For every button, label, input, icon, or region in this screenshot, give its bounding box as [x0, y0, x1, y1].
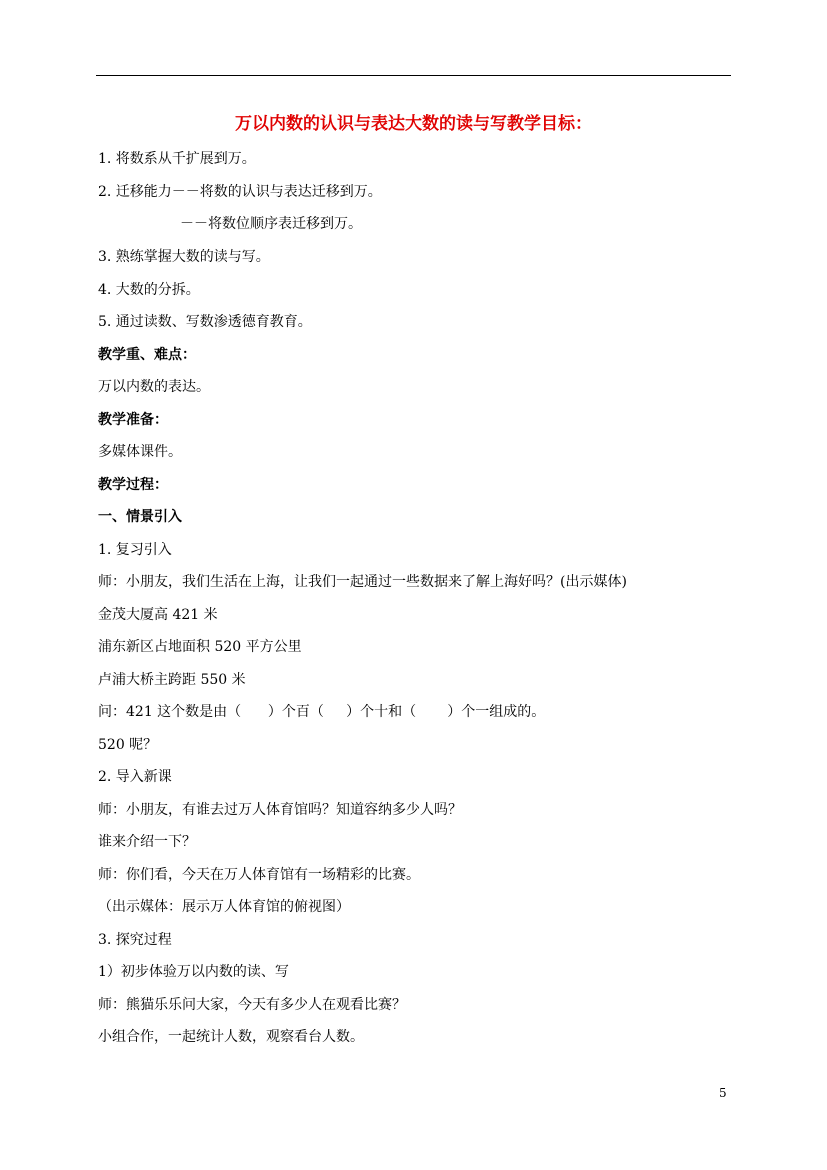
- key-points-text: 万以内数的表达。: [98, 379, 210, 395]
- preparation-text: 多媒体课件。: [98, 444, 182, 460]
- step-1-heading: 1. 复习引入: [98, 542, 172, 558]
- objective-4: 4. 大数的分拆。: [98, 282, 200, 298]
- data-line-3: 卢浦大桥主跨距 550 米: [98, 672, 246, 688]
- header-rule: [96, 75, 731, 76]
- teacher-line-1: 师：小朋友，我们生活在上海，让我们一起通过一些数据来了解上海好吗？(出示媒体): [98, 574, 627, 590]
- question-line-1: 问：421 这个数是由（ ）个百（ ）个十和（ ）个一组成的。: [98, 704, 546, 720]
- objective-1: 1. 将数系从千扩展到万。: [98, 151, 256, 167]
- media-note: （出示媒体：展示万人体育馆的俯视图）: [98, 899, 350, 915]
- question-line-3: 谁来介绍一下？: [98, 834, 196, 850]
- section-1-heading: 一、情景引入: [98, 509, 182, 525]
- process-heading: 教学过程：: [98, 477, 168, 493]
- question-line-2: 520 呢？: [98, 737, 158, 753]
- page-number: 5: [719, 1086, 727, 1100]
- teacher-line-4: 师：熊猫乐乐问大家，今天有多少人在观看比赛？: [98, 997, 406, 1013]
- teacher-line-3: 师：你们看，今天在万人体育馆有一场精彩的比赛。: [98, 867, 420, 883]
- step-3-heading: 3. 探究过程: [98, 932, 172, 948]
- objective-3: 3. 熟练掌握大数的读与写。: [98, 249, 270, 265]
- data-line-2: 浦东新区占地面积 520 平方公里: [98, 639, 302, 655]
- substep-1-heading: 1）初步体验万以内数的读、写: [98, 964, 289, 980]
- step-2-heading: 2. 导入新课: [98, 769, 172, 785]
- data-line-1: 金茂大厦高 421 米: [98, 607, 218, 623]
- objective-2: 2. 迁移能力－－将数的认识与表达迁移到万。: [98, 184, 382, 200]
- key-points-heading: 教学重、难点：: [98, 347, 196, 363]
- preparation-heading: 教学准备：: [98, 412, 168, 428]
- document-title: 万以内数的认识与表达大数的读与写教学目标：: [235, 114, 592, 134]
- objective-2-sub: －－将数位顺序表迁移到万。: [180, 216, 362, 232]
- teacher-line-2: 师：小朋友，有谁去过万人体育馆吗？知道容纳多少人吗？: [98, 802, 462, 818]
- group-activity-line: 小组合作，一起统计人数，观察看台人数。: [98, 1029, 364, 1045]
- objective-5: 5. 通过读数、写数渗透德育教育。: [98, 314, 312, 330]
